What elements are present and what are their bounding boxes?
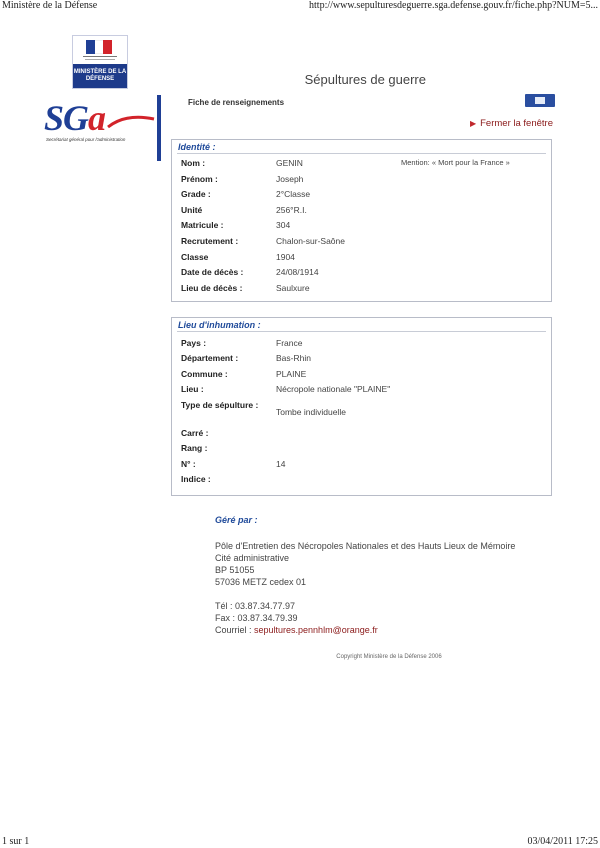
field-value: Joseph [276,173,304,184]
sga-logo [36,95,161,161]
address-line: Pôle d'Entretien des Nécropoles Nationales et des Hauts Lieux de Mémoire [215,541,516,551]
copyright: Copyright Ministère de la Défense 2006 [336,654,442,660]
printer-icon [535,97,545,104]
field-value: Tombe individuelle [276,407,346,417]
address-line: BP 51055 [215,565,255,575]
inhumation-panel [171,317,552,496]
close-window-label: Fermer la fenêtre [480,118,553,129]
gere-par-title: Géré par : [215,515,258,525]
french-flag-icon [86,40,112,54]
field-label: Pays : [181,338,207,348]
identite-title: Identité : [178,142,216,152]
field-label: Unité [181,204,203,215]
field-value: 14 [276,459,286,469]
print-footer-page: 1 sur 1 [2,836,30,847]
field-value: 1904 [276,251,295,262]
field-value: 256°R.I. [276,204,307,215]
field-label: Grade : [181,189,211,200]
field-label: Département : [181,353,239,363]
sga-swoosh-icon [106,109,156,131]
telephone: Tél : 03.87.34.77.97 [215,601,296,611]
courriel-link[interactable]: sepultures.pennhlm@orange.fr [254,625,378,635]
field-label: Date de décès : [181,267,244,278]
field-value: Chalon-sur-Saône [276,236,345,246]
field-label: Type de sépulture : [181,400,259,410]
field-label: N° : [181,459,196,469]
field-label: Rang : [181,443,208,453]
field-label: Nom : [181,158,206,168]
print-header-left: Ministère de la Défense [2,0,98,11]
sga-subtitle: Secrétariat général pour l'administration [46,137,126,142]
site-title: Sépultures de guerre [304,72,426,87]
field-value: Nécropole nationale "PLAINE" [276,384,391,394]
print-footer-date: 03/04/2011 17:25 [527,836,598,847]
close-window-link[interactable] [470,118,553,129]
field-label: Lieu : [181,384,204,394]
field-label: Lieu de décès : [181,282,243,293]
field-value: 304 [276,220,291,231]
field-label: Carré : [181,428,209,438]
print-button[interactable] [525,94,555,107]
address-line: 57036 METZ cedex 01 [215,577,307,587]
address-line: Cité administrative [215,553,290,563]
mention: Mention: « Mort pour la France » [401,158,510,167]
field-value: 24/08/1914 [276,267,319,278]
fiche-label: Fiche de renseignements [188,98,285,107]
print-header-url: http://www.sepulturesdeguerre.sga.defense.gouv.fr/fiche.php?NUM=5... [309,0,598,11]
field-label: Classe [181,251,209,262]
field-label: Recrutement : [181,236,239,246]
field-value: GENIN [276,158,303,168]
field-label: Commune : [181,369,228,379]
courriel-line [215,625,378,635]
arrow-right-icon: ▶ [469,119,477,128]
field-value: 2°Classe [276,189,311,200]
ministere-logo-text: MINISTÈRE DE LA DÉFENSE [73,64,127,88]
inhumation-title: Lieu d'inhumation : [178,320,261,330]
identite-panel [171,139,552,302]
field-value: Saulxure [276,282,310,293]
field-label: Indice : [181,474,211,484]
sga-logo-text: SGa [44,98,106,138]
field-value: Bas-Rhin [276,353,311,363]
field-label: Prénom : [181,173,218,184]
field-value: France [276,338,303,348]
field-value: PLAINE [276,369,307,379]
fax: Fax : 03.87.34.79.39 [215,613,298,623]
field-label: Matricule : [181,220,224,231]
courriel-label: Courriel : [215,625,255,635]
